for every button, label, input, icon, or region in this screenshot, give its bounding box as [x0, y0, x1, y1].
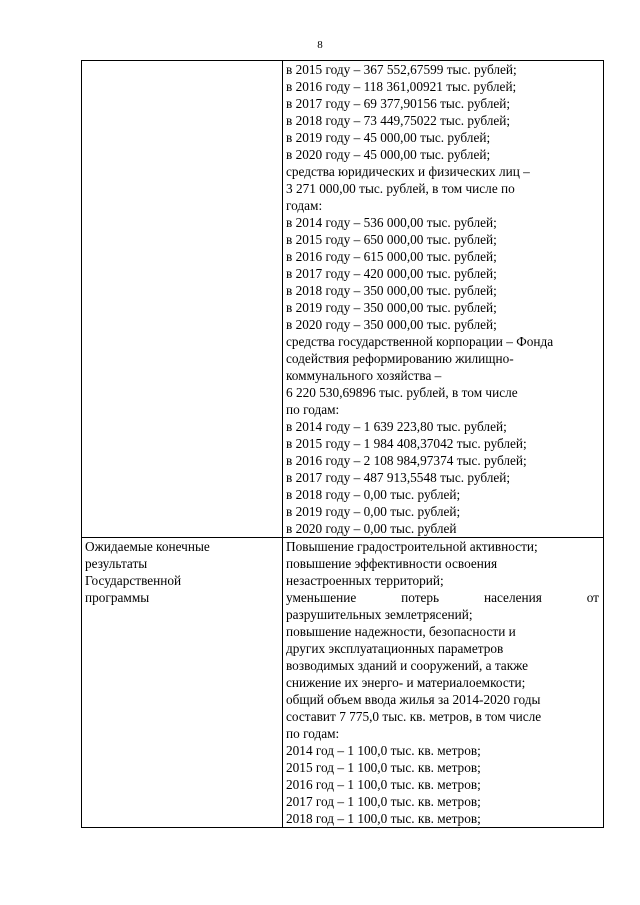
- results-label-line: Ожидаемые конечные: [85, 539, 210, 554]
- results-label-line: программы: [85, 590, 150, 605]
- funding-line: в 2016 году – 118 361,00921 тыс. рублей;: [286, 79, 517, 94]
- funding-line: в 2015 году – 367 552,67599 тыс. рублей;: [286, 62, 517, 77]
- results-label-cell: [82, 538, 283, 828]
- funding-line: в 2014 году – 1 639 223,80 тыс. рублей;: [286, 419, 507, 434]
- results-label-line: результаты: [85, 556, 148, 571]
- results-line: повышение надежности, безопасности и: [286, 624, 516, 639]
- funding-line: средства юридических и физических лиц –: [286, 164, 530, 179]
- funding-line: 3 271 000,00 тыс. рублей, в том числе по: [286, 181, 515, 196]
- funding-line: в 2020 году – 45 000,00 тыс. рублей;: [286, 147, 491, 162]
- funding-line: в 2017 году – 420 000,00 тыс. рублей;: [286, 266, 497, 281]
- funding-row: [82, 61, 604, 538]
- funding-cell: [283, 61, 604, 538]
- funding-line: в 2020 году – 0,00 тыс. рублей: [286, 521, 457, 536]
- funding-line: в 2017 году – 69 377,90156 тыс. рублей;: [286, 96, 511, 111]
- results-label-line: Государственной: [85, 573, 182, 588]
- funding-line: в 2019 году – 0,00 тыс. рублей;: [286, 504, 461, 519]
- results-cell: [283, 538, 604, 828]
- results-line: по годам:: [286, 726, 340, 741]
- results-line: возводимых зданий и сооружений, а также: [286, 658, 529, 673]
- funding-line: содействия реформированию жилищно-: [286, 351, 514, 366]
- funding-label-cell: [82, 61, 283, 538]
- funding-line: в 2018 году – 0,00 тыс. рублей;: [286, 487, 461, 502]
- results-line: общий объем ввода жилья за 2014-2020 годы: [286, 692, 541, 707]
- results-row: [82, 538, 604, 828]
- funding-line: 6 220 530,69896 тыс. рублей, в том числе: [286, 385, 518, 400]
- funding-line: в 2019 году – 45 000,00 тыс. рублей;: [286, 130, 491, 145]
- funding-line: в 2019 году – 350 000,00 тыс. рублей;: [286, 300, 497, 315]
- funding-line: в 2014 году – 536 000,00 тыс. рублей;: [286, 215, 497, 230]
- results-line: уменьшение потерь населения от: [286, 590, 599, 605]
- funding-line: в 2017 году – 487 913,5548 тыс. рублей;: [286, 470, 511, 485]
- funding-line: средства государственной корпорации – Фонда: [286, 334, 554, 349]
- funding-line: в 2015 году – 650 000,00 тыс. рублей;: [286, 232, 497, 247]
- results-line: снижение их энерго- и материалоемкости;: [286, 675, 526, 690]
- funding-line: коммунального хозяйства –: [286, 368, 442, 383]
- funding-line: в 2020 году – 350 000,00 тыс. рублей;: [286, 317, 497, 332]
- results-line: других эксплуатационных параметров: [286, 641, 504, 656]
- results-line: составит 7 775,0 тыс. кв. метров, в том числе: [286, 709, 542, 724]
- funding-line: в 2018 году – 73 449,75022 тыс. рублей;: [286, 113, 511, 128]
- program-passport-table: [81, 60, 604, 828]
- results-line: 2014 год – 1 100,0 тыс. кв. метров;: [286, 743, 481, 758]
- funding-line: в 2016 году – 2 108 984,97374 тыс. рублей;: [286, 453, 527, 468]
- results-line: 2018 год – 1 100,0 тыс. кв. метров;: [286, 811, 481, 826]
- results-line: Повышение градостроительной активности;: [286, 539, 538, 554]
- page-number: 8: [317, 39, 323, 51]
- funding-line: годам:: [286, 198, 323, 213]
- results-line: повышение эффективности освоения: [286, 556, 498, 571]
- funding-line: в 2018 году – 350 000,00 тыс. рублей;: [286, 283, 497, 298]
- funding-line: в 2016 году – 615 000,00 тыс. рублей;: [286, 249, 497, 264]
- funding-line: в 2015 году – 1 984 408,37042 тыс. рублей;: [286, 436, 527, 451]
- results-line: разрушительных землетрясений;: [286, 607, 473, 622]
- results-line: незастроенных территорий;: [286, 573, 444, 588]
- results-line: 2016 год – 1 100,0 тыс. кв. метров;: [286, 777, 481, 792]
- results-line: 2017 год – 1 100,0 тыс. кв. метров;: [286, 794, 481, 809]
- results-line: 2015 год – 1 100,0 тыс. кв. метров;: [286, 760, 481, 775]
- funding-line: по годам:: [286, 402, 340, 417]
